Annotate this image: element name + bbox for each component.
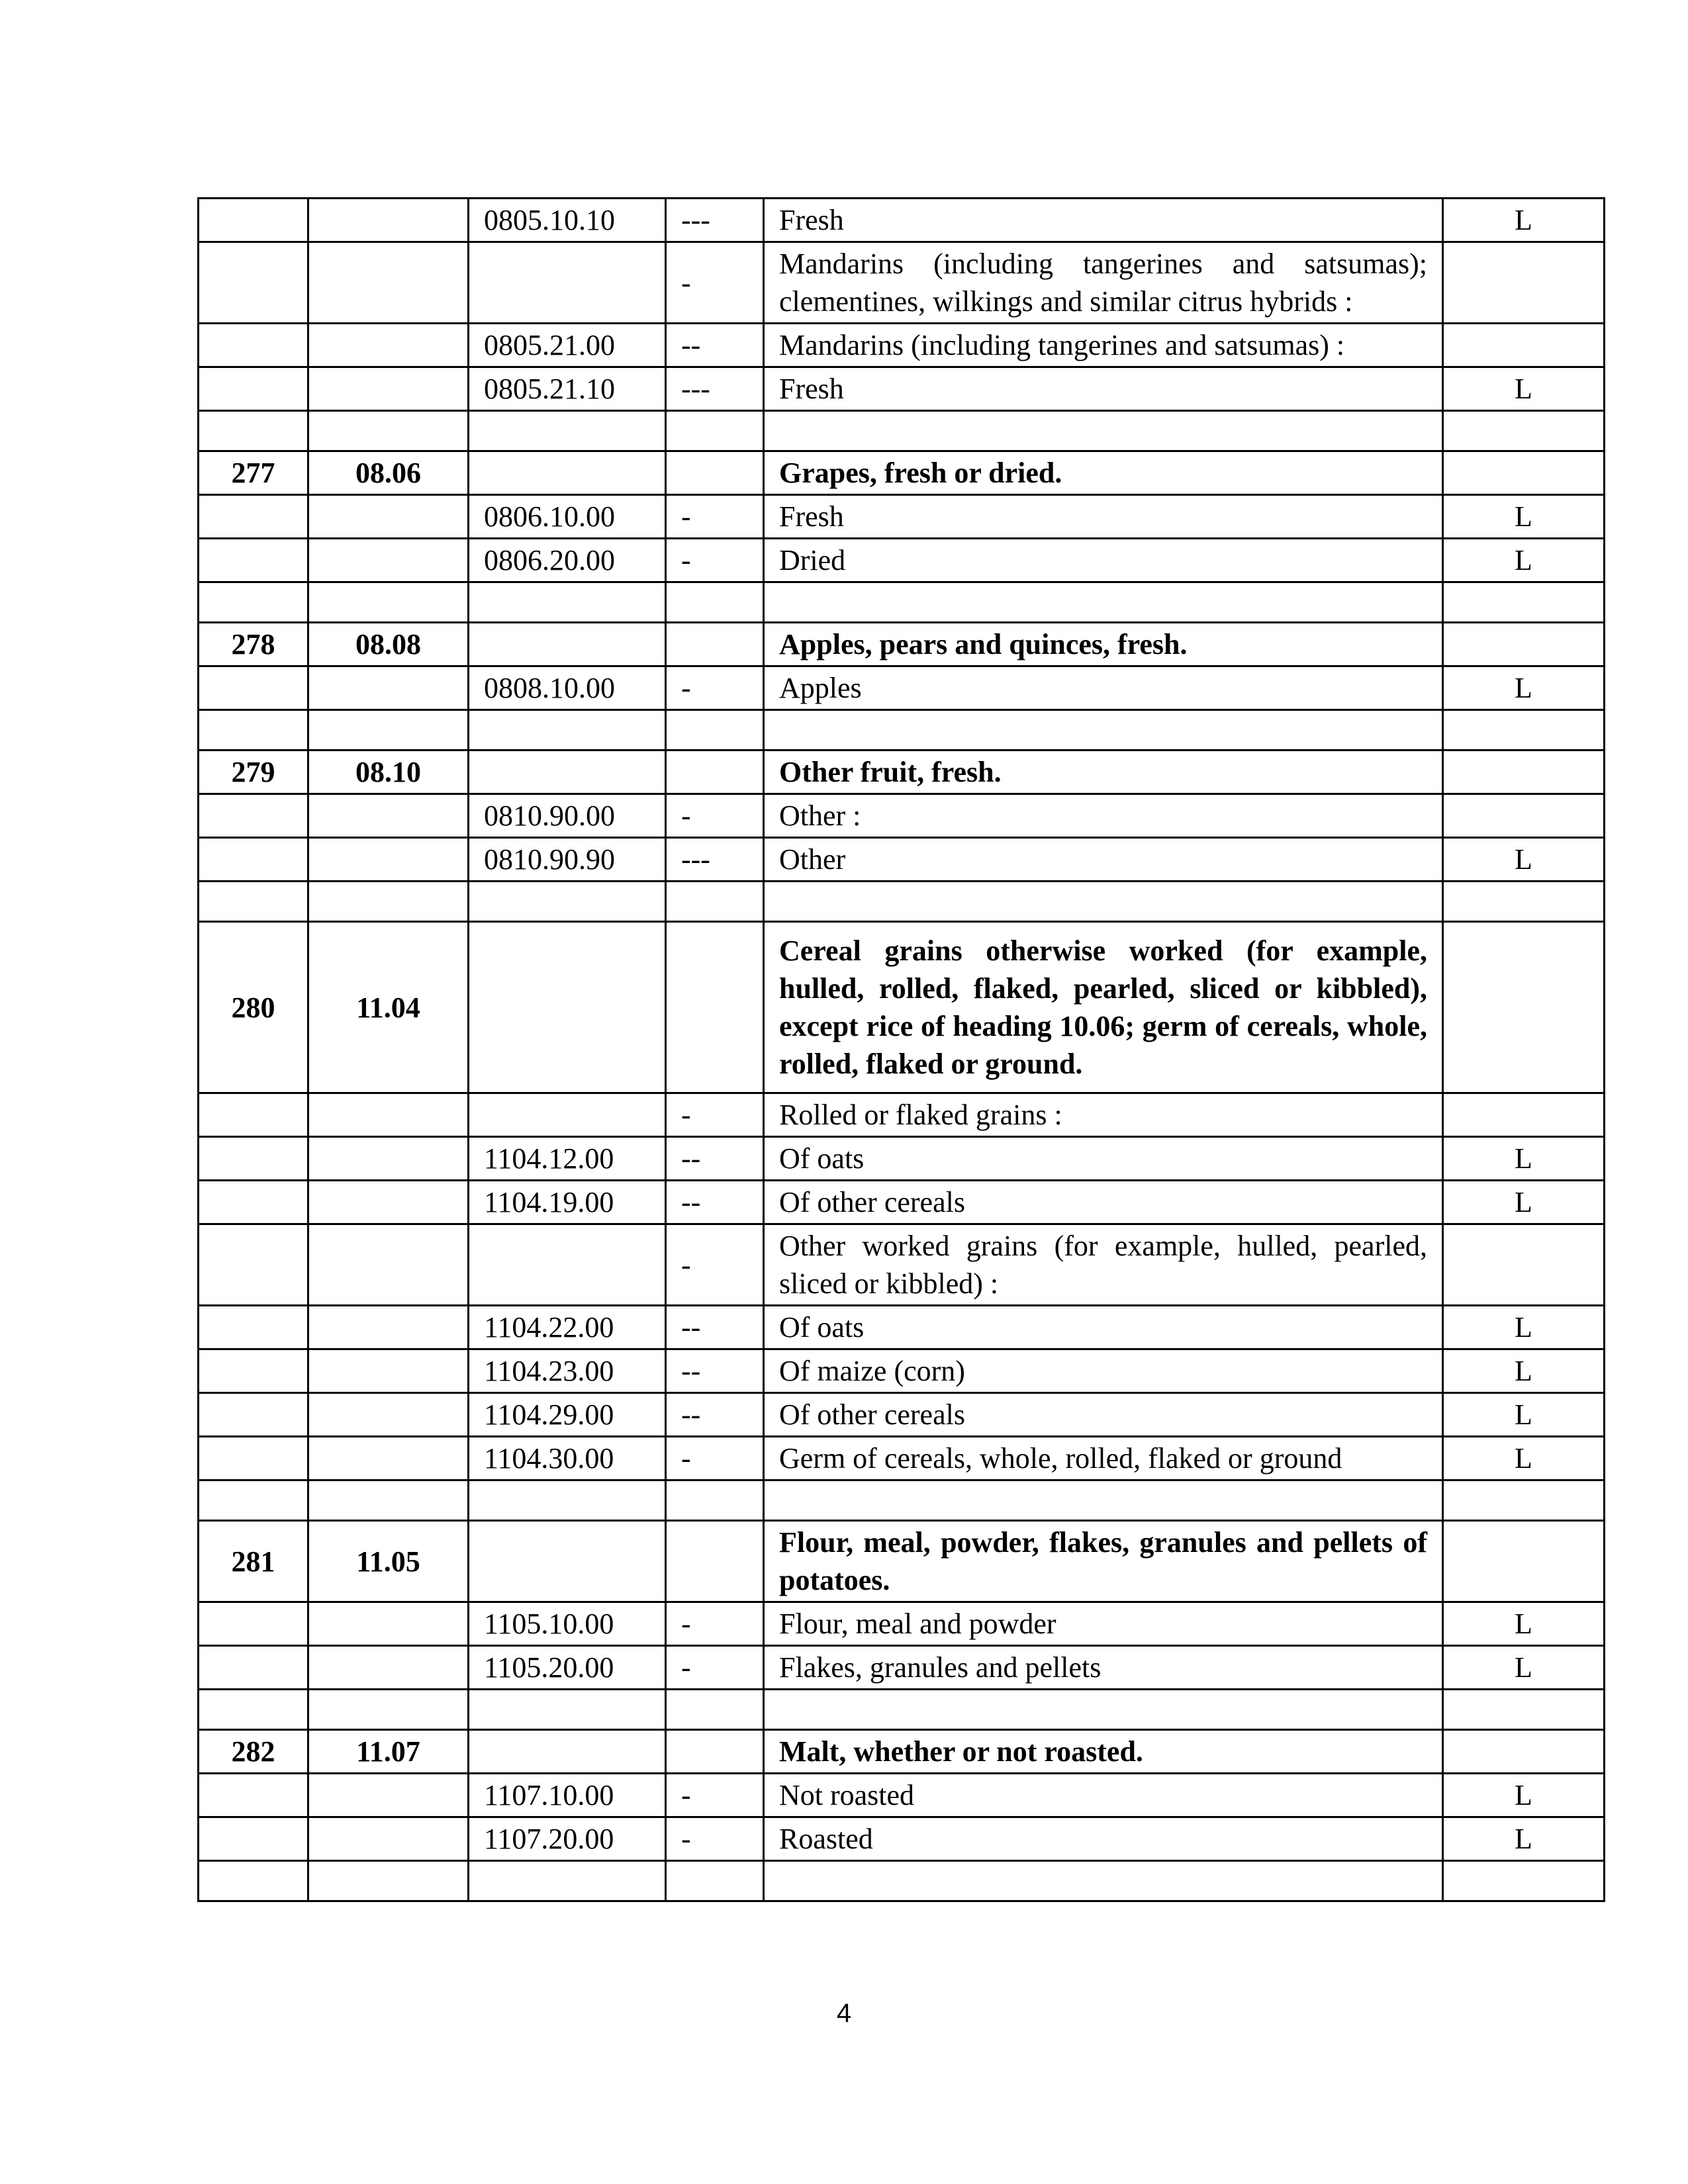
serial-number-cell bbox=[199, 838, 308, 882]
table-row bbox=[199, 1393, 1605, 1437]
licence-cell: L bbox=[1443, 367, 1605, 411]
hs-code-cell bbox=[469, 582, 666, 623]
licence-cell: L bbox=[1443, 1137, 1605, 1181]
description-cell: Other : bbox=[764, 794, 1443, 838]
licence-cell: L bbox=[1443, 539, 1605, 582]
table-row bbox=[199, 922, 1605, 1093]
table-row bbox=[199, 1690, 1605, 1730]
serial-number-cell: 278 bbox=[199, 623, 308, 666]
hs-code-cell: 1107.20.00 bbox=[469, 1817, 666, 1861]
hs-code-cell bbox=[469, 710, 666, 751]
dash-level-cell bbox=[666, 411, 764, 451]
hs-code-cell: 1104.30.00 bbox=[469, 1437, 666, 1480]
hs-code-cell: 0810.90.90 bbox=[469, 838, 666, 882]
dash-level-cell: - bbox=[666, 1224, 764, 1306]
serial-number-cell bbox=[199, 1093, 308, 1137]
heading-cell bbox=[308, 710, 469, 751]
hs-code-cell bbox=[469, 1521, 666, 1602]
licence-cell: L bbox=[1443, 1774, 1605, 1817]
table-row bbox=[199, 838, 1605, 882]
description-cell bbox=[764, 411, 1443, 451]
description-cell: Not roasted bbox=[764, 1774, 1443, 1817]
dash-level-cell bbox=[666, 582, 764, 623]
heading-cell bbox=[308, 539, 469, 582]
hs-code-cell bbox=[469, 882, 666, 922]
heading-cell bbox=[308, 324, 469, 367]
table-row bbox=[199, 367, 1605, 411]
serial-number-cell bbox=[199, 1181, 308, 1224]
table-row bbox=[199, 1093, 1605, 1137]
table-row bbox=[199, 1602, 1605, 1646]
serial-number-cell bbox=[199, 242, 308, 324]
dash-level-cell: - bbox=[666, 539, 764, 582]
hs-code-cell: 1107.10.00 bbox=[469, 1774, 666, 1817]
description-cell: Of other cereals bbox=[764, 1393, 1443, 1437]
licence-cell: L bbox=[1443, 495, 1605, 539]
dash-level-cell bbox=[666, 710, 764, 751]
heading-cell: 08.10 bbox=[308, 751, 469, 794]
table-row bbox=[199, 1817, 1605, 1861]
description-cell: Of maize (corn) bbox=[764, 1349, 1443, 1393]
serial-number-cell bbox=[199, 324, 308, 367]
hs-code-cell bbox=[469, 1224, 666, 1306]
serial-number-cell bbox=[199, 199, 308, 242]
description-cell: Dried bbox=[764, 539, 1443, 582]
dash-level-cell: -- bbox=[666, 1349, 764, 1393]
dash-level-cell: - bbox=[666, 1602, 764, 1646]
licence-cell: L bbox=[1443, 838, 1605, 882]
table-row bbox=[199, 324, 1605, 367]
serial-number-cell bbox=[199, 411, 308, 451]
serial-number-cell bbox=[199, 1774, 308, 1817]
heading-cell bbox=[308, 666, 469, 710]
heading-cell bbox=[308, 1306, 469, 1349]
licence-cell bbox=[1443, 751, 1605, 794]
serial-number-cell bbox=[199, 1690, 308, 1730]
table-row bbox=[199, 495, 1605, 539]
serial-number-cell bbox=[199, 1861, 308, 1901]
dash-level-cell: - bbox=[666, 1774, 764, 1817]
heading-cell bbox=[308, 1349, 469, 1393]
dash-level-cell: - bbox=[666, 794, 764, 838]
hs-code-cell bbox=[469, 623, 666, 666]
hs-code-cell: 0806.10.00 bbox=[469, 495, 666, 539]
dash-level-cell bbox=[666, 1521, 764, 1602]
licence-cell bbox=[1443, 710, 1605, 751]
dash-level-cell: -- bbox=[666, 1306, 764, 1349]
heading-cell bbox=[308, 199, 469, 242]
description-cell: Flakes, granules and pellets bbox=[764, 1646, 1443, 1690]
hs-code-cell bbox=[469, 242, 666, 324]
table-row bbox=[199, 1349, 1605, 1393]
dash-level-cell: - bbox=[666, 1817, 764, 1861]
hs-code-cell: 0810.90.00 bbox=[469, 794, 666, 838]
licence-cell: L bbox=[1443, 1817, 1605, 1861]
hs-code-cell bbox=[469, 411, 666, 451]
tariff-table bbox=[197, 197, 1605, 1902]
licence-cell: L bbox=[1443, 1393, 1605, 1437]
serial-number-cell bbox=[199, 1349, 308, 1393]
licence-cell bbox=[1443, 1480, 1605, 1521]
table-row bbox=[199, 242, 1605, 324]
heading-cell bbox=[308, 367, 469, 411]
heading-cell: 08.06 bbox=[308, 451, 469, 495]
dash-level-cell bbox=[666, 451, 764, 495]
dash-level-cell: --- bbox=[666, 367, 764, 411]
heading-cell bbox=[308, 1393, 469, 1437]
heading-cell bbox=[308, 794, 469, 838]
hs-code-cell: 0806.20.00 bbox=[469, 539, 666, 582]
licence-cell bbox=[1443, 451, 1605, 495]
dash-level-cell bbox=[666, 1480, 764, 1521]
table-row bbox=[199, 1774, 1605, 1817]
heading-cell bbox=[308, 1093, 469, 1137]
licence-cell bbox=[1443, 1224, 1605, 1306]
table-row bbox=[199, 1137, 1605, 1181]
page-number: 4 bbox=[836, 1999, 852, 2028]
licence-cell bbox=[1443, 582, 1605, 623]
heading-cell bbox=[308, 411, 469, 451]
heading-cell: 08.08 bbox=[308, 623, 469, 666]
hs-code-cell: 1104.12.00 bbox=[469, 1137, 666, 1181]
licence-cell: L bbox=[1443, 1437, 1605, 1480]
dash-level-cell bbox=[666, 623, 764, 666]
heading-cell bbox=[308, 495, 469, 539]
heading-cell bbox=[308, 1437, 469, 1480]
serial-number-cell bbox=[199, 666, 308, 710]
description-cell: Mandarins (including tangerines and satsumas) : bbox=[764, 324, 1443, 367]
dash-level-cell bbox=[666, 1690, 764, 1730]
hs-code-cell bbox=[469, 751, 666, 794]
hs-code-cell: 0805.10.10 bbox=[469, 199, 666, 242]
description-cell: Cereal grains otherwise worked (for example, hulled, rolled, flaked, pearled, sliced or kibbled), except rice of heading 10.06; germ of cereals, whole, rolled, flaked or ground. bbox=[764, 922, 1443, 1093]
description-cell: Flour, meal and powder bbox=[764, 1602, 1443, 1646]
serial-number-cell bbox=[199, 1646, 308, 1690]
licence-cell: L bbox=[1443, 666, 1605, 710]
licence-cell: L bbox=[1443, 1181, 1605, 1224]
description-cell: Of other cereals bbox=[764, 1181, 1443, 1224]
description-cell: Roasted bbox=[764, 1817, 1443, 1861]
tariff-table-body bbox=[199, 199, 1605, 1901]
hs-code-cell: 1104.29.00 bbox=[469, 1393, 666, 1437]
hs-code-cell bbox=[469, 1690, 666, 1730]
table-row bbox=[199, 1437, 1605, 1480]
table-row bbox=[199, 710, 1605, 751]
hs-code-cell: 1104.23.00 bbox=[469, 1349, 666, 1393]
hs-code-cell bbox=[469, 922, 666, 1093]
serial-number-cell bbox=[199, 539, 308, 582]
heading-cell bbox=[308, 838, 469, 882]
dash-level-cell: --- bbox=[666, 838, 764, 882]
serial-number-cell bbox=[199, 1224, 308, 1306]
dash-level-cell bbox=[666, 751, 764, 794]
licence-cell bbox=[1443, 794, 1605, 838]
hs-code-cell: 0805.21.10 bbox=[469, 367, 666, 411]
heading-cell bbox=[308, 582, 469, 623]
heading-cell bbox=[308, 1646, 469, 1690]
licence-cell bbox=[1443, 1861, 1605, 1901]
heading-cell: 11.07 bbox=[308, 1730, 469, 1774]
table-row bbox=[199, 539, 1605, 582]
hs-code-cell bbox=[469, 1730, 666, 1774]
hs-code-cell: 0808.10.00 bbox=[469, 666, 666, 710]
heading-cell bbox=[308, 1480, 469, 1521]
description-cell: Apples bbox=[764, 666, 1443, 710]
table-row bbox=[199, 1306, 1605, 1349]
serial-number-cell bbox=[199, 1393, 308, 1437]
table-row bbox=[199, 1730, 1605, 1774]
heading-cell bbox=[308, 1690, 469, 1730]
table-row bbox=[199, 1181, 1605, 1224]
hs-code-cell bbox=[469, 1480, 666, 1521]
description-cell: Grapes, fresh or dried. bbox=[764, 451, 1443, 495]
dash-level-cell bbox=[666, 922, 764, 1093]
table-row bbox=[199, 411, 1605, 451]
hs-code-cell: 1104.22.00 bbox=[469, 1306, 666, 1349]
hs-code-cell: 0805.21.00 bbox=[469, 324, 666, 367]
hs-code-cell bbox=[469, 1093, 666, 1137]
dash-level-cell: -- bbox=[666, 1181, 764, 1224]
hs-code-cell bbox=[469, 451, 666, 495]
serial-number-cell bbox=[199, 495, 308, 539]
serial-number-cell: 281 bbox=[199, 1521, 308, 1602]
dash-level-cell: - bbox=[666, 495, 764, 539]
heading-cell bbox=[308, 1181, 469, 1224]
description-cell: Germ of cereals, whole, rolled, flaked or ground bbox=[764, 1437, 1443, 1480]
dash-level-cell: - bbox=[666, 242, 764, 324]
hs-code-cell: 1105.20.00 bbox=[469, 1646, 666, 1690]
table-row bbox=[199, 1480, 1605, 1521]
heading-cell: 11.04 bbox=[308, 922, 469, 1093]
description-cell: Other bbox=[764, 838, 1443, 882]
licence-cell bbox=[1443, 324, 1605, 367]
serial-number-cell bbox=[199, 710, 308, 751]
description-cell: Apples, pears and quinces, fresh. bbox=[764, 623, 1443, 666]
dash-level-cell bbox=[666, 882, 764, 922]
dash-level-cell: --- bbox=[666, 199, 764, 242]
description-cell bbox=[764, 710, 1443, 751]
table-row bbox=[199, 623, 1605, 666]
description-cell bbox=[764, 1861, 1443, 1901]
description-cell: Fresh bbox=[764, 367, 1443, 411]
serial-number-cell bbox=[199, 1306, 308, 1349]
dash-level-cell: - bbox=[666, 1093, 764, 1137]
dash-level-cell: - bbox=[666, 1437, 764, 1480]
dash-level-cell: -- bbox=[666, 1137, 764, 1181]
licence-cell bbox=[1443, 1690, 1605, 1730]
description-cell: Other fruit, fresh. bbox=[764, 751, 1443, 794]
licence-cell bbox=[1443, 922, 1605, 1093]
description-cell bbox=[764, 882, 1443, 922]
description-cell bbox=[764, 582, 1443, 623]
table-row bbox=[199, 794, 1605, 838]
hs-code-cell: 1105.10.00 bbox=[469, 1602, 666, 1646]
serial-number-cell bbox=[199, 794, 308, 838]
heading-cell: 11.05 bbox=[308, 1521, 469, 1602]
heading-cell bbox=[308, 1602, 469, 1646]
hs-code-cell bbox=[469, 1861, 666, 1901]
licence-cell bbox=[1443, 411, 1605, 451]
serial-number-cell bbox=[199, 1137, 308, 1181]
dash-level-cell: - bbox=[666, 1646, 764, 1690]
table-row bbox=[199, 1861, 1605, 1901]
hs-code-cell: 1104.19.00 bbox=[469, 1181, 666, 1224]
dash-level-cell: -- bbox=[666, 324, 764, 367]
table-row bbox=[199, 1224, 1605, 1306]
table-row bbox=[199, 582, 1605, 623]
licence-cell bbox=[1443, 1521, 1605, 1602]
licence-cell bbox=[1443, 1093, 1605, 1137]
heading-cell bbox=[308, 882, 469, 922]
heading-cell bbox=[308, 1137, 469, 1181]
heading-cell bbox=[308, 242, 469, 324]
description-cell: Fresh bbox=[764, 199, 1443, 242]
licence-cell: L bbox=[1443, 199, 1605, 242]
table-row bbox=[199, 1521, 1605, 1602]
serial-number-cell bbox=[199, 1602, 308, 1646]
serial-number-cell bbox=[199, 882, 308, 922]
table-row bbox=[199, 666, 1605, 710]
licence-cell bbox=[1443, 882, 1605, 922]
description-cell bbox=[764, 1690, 1443, 1730]
serial-number-cell: 282 bbox=[199, 1730, 308, 1774]
table-row bbox=[199, 199, 1605, 242]
dash-level-cell bbox=[666, 1861, 764, 1901]
heading-cell bbox=[308, 1861, 469, 1901]
serial-number-cell bbox=[199, 1437, 308, 1480]
licence-cell bbox=[1443, 1730, 1605, 1774]
description-cell: Fresh bbox=[764, 495, 1443, 539]
serial-number-cell bbox=[199, 367, 308, 411]
serial-number-cell: 279 bbox=[199, 751, 308, 794]
dash-level-cell bbox=[666, 1730, 764, 1774]
description-cell: Of oats bbox=[764, 1137, 1443, 1181]
licence-cell bbox=[1443, 623, 1605, 666]
serial-number-cell: 280 bbox=[199, 922, 308, 1093]
table-row bbox=[199, 751, 1605, 794]
description-cell: Rolled or flaked grains : bbox=[764, 1093, 1443, 1137]
heading-cell bbox=[308, 1817, 469, 1861]
serial-number-cell bbox=[199, 582, 308, 623]
serial-number-cell bbox=[199, 1817, 308, 1861]
description-cell bbox=[764, 1480, 1443, 1521]
licence-cell: L bbox=[1443, 1349, 1605, 1393]
licence-cell: L bbox=[1443, 1306, 1605, 1349]
dash-level-cell: - bbox=[666, 666, 764, 710]
description-cell: Other worked grains (for example, hulled, pearled, sliced or kibbled) : bbox=[764, 1224, 1443, 1306]
table-row bbox=[199, 882, 1605, 922]
table-row bbox=[199, 451, 1605, 495]
table-row bbox=[199, 1646, 1605, 1690]
serial-number-cell: 277 bbox=[199, 451, 308, 495]
licence-cell bbox=[1443, 242, 1605, 324]
dash-level-cell: -- bbox=[666, 1393, 764, 1437]
description-cell: Flour, meal, powder, flakes, granules and pellets of potatoes. bbox=[764, 1521, 1443, 1602]
description-cell: Of oats bbox=[764, 1306, 1443, 1349]
heading-cell bbox=[308, 1224, 469, 1306]
licence-cell: L bbox=[1443, 1602, 1605, 1646]
serial-number-cell bbox=[199, 1480, 308, 1521]
description-cell: Mandarins (including tangerines and satsumas); clementines, wilkings and similar citrus hybrids : bbox=[764, 242, 1443, 324]
licence-cell: L bbox=[1443, 1646, 1605, 1690]
heading-cell bbox=[308, 1774, 469, 1817]
description-cell: Malt, whether or not roasted. bbox=[764, 1730, 1443, 1774]
